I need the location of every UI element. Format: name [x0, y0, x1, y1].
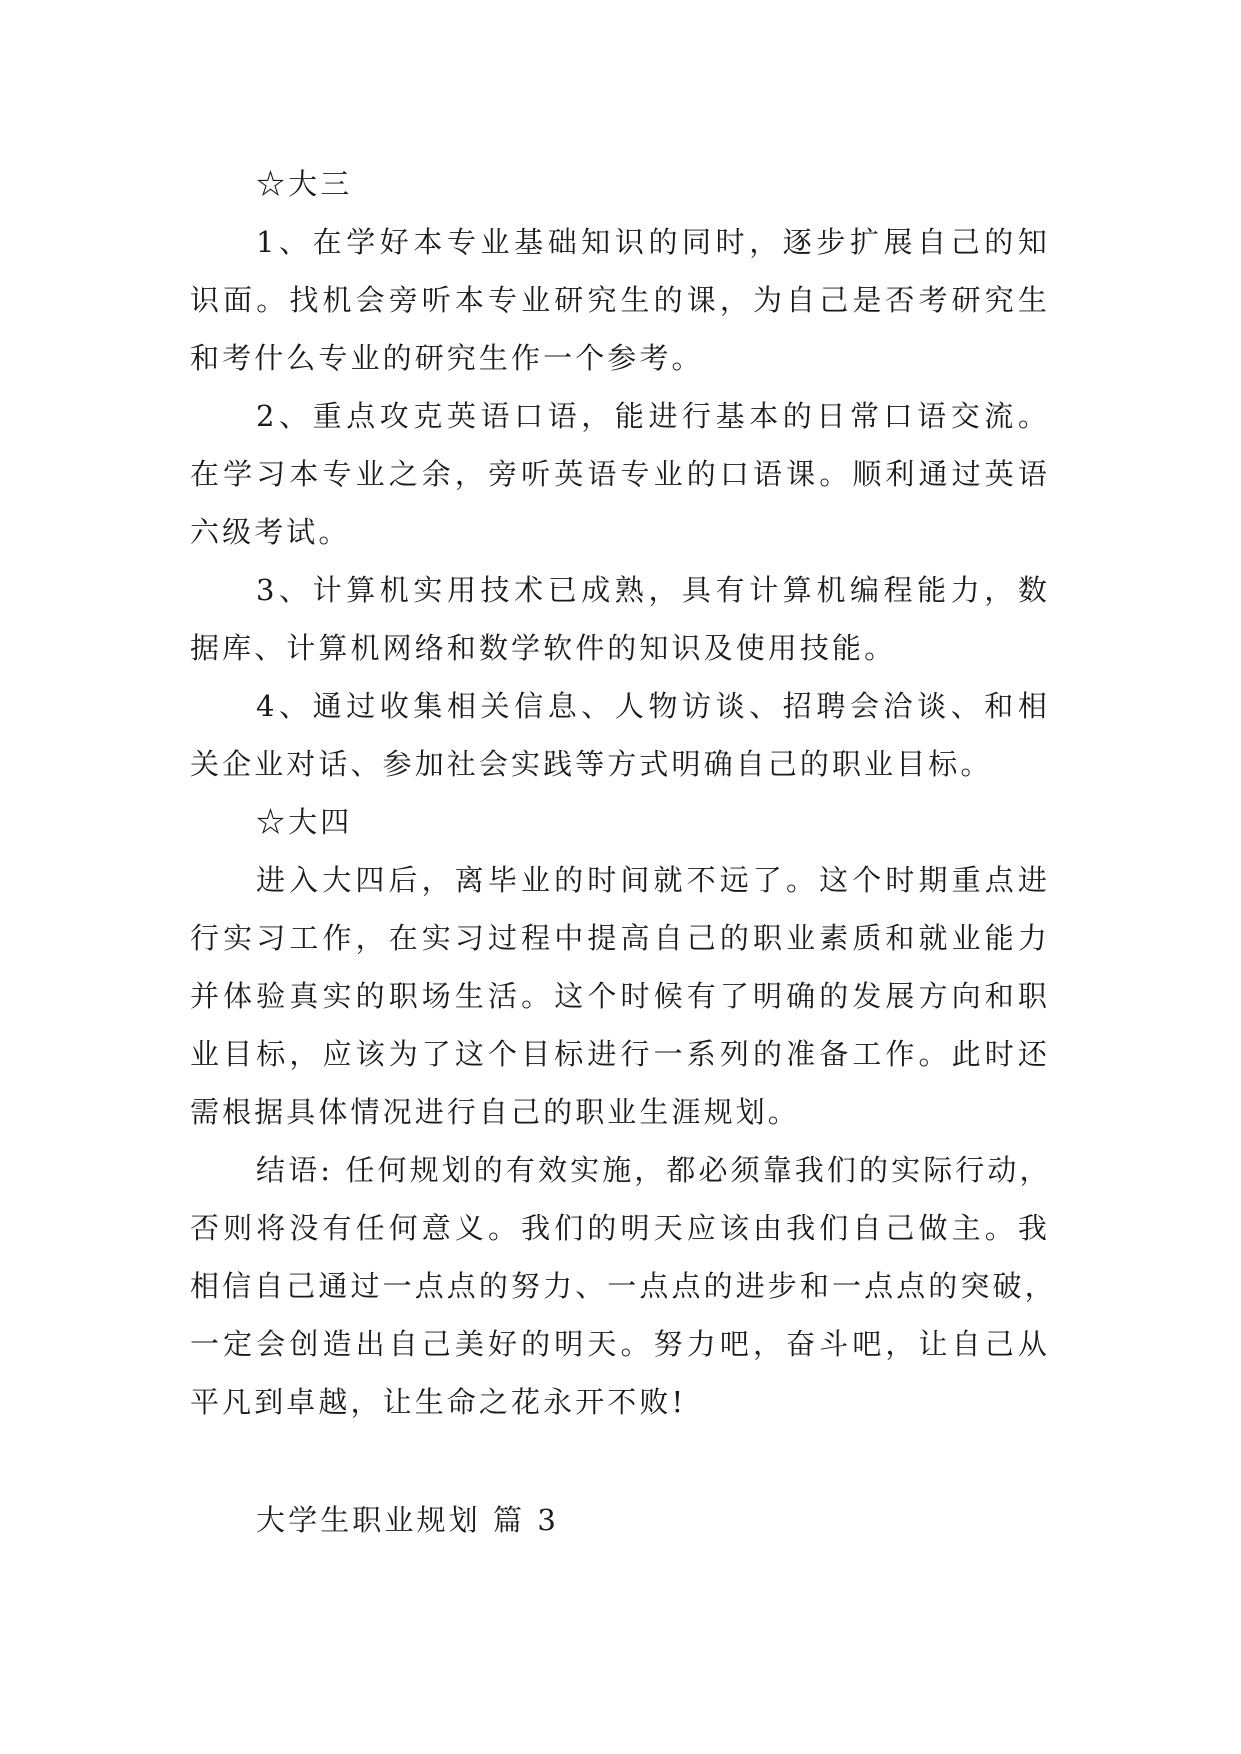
conclusion-line: 一定会创造出自己美好的明天。努力吧，奋斗吧，让自己从 [190, 1327, 1050, 1361]
paragraph-line: 3、计算机实用技术已成熟，具有计算机编程能力，数 [256, 573, 1050, 607]
conclusion-line: 平凡到卓越，让生命之花永开不败! [190, 1385, 687, 1419]
heading-senior-year: ☆大四 [256, 805, 353, 839]
conclusion-line: 否则将没有任何意义。我们的明天应该由我们自己做主。我 [190, 1211, 1050, 1245]
document-page [190, 155, 1057, 1549]
paragraph-line: 行实习工作，在实习过程中提高自己的职业素质和就业能力 [190, 921, 1050, 955]
paragraph-line: 业目标，应该为了这个目标进行一系列的准备工作。此时还 [190, 1037, 1050, 1071]
paragraph-line: 需根据具体情况进行自己的职业生涯规划。 [190, 1095, 800, 1129]
paragraph-line: 识面。找机会旁听本专业研究生的课，为自己是否考研究生 [190, 283, 1050, 317]
paragraph-line: 4、通过收集相关信息、人物访谈、招聘会洽谈、和相 [256, 689, 1050, 723]
conclusion-line: 相信自己通过一点点的努力、一点点的进步和一点点的突破， [190, 1269, 1057, 1303]
paragraph-line: 和考什么专业的研究生作一个参考。 [190, 341, 704, 375]
conclusion-line: 结语: 任何规划的有效实施，都必须靠我们的实际行动， [256, 1153, 1052, 1187]
paragraph-line: 六级考试。 [190, 515, 351, 549]
paragraph-line: 并体验真实的职场生活。这个时候有了明确的发展方向和职 [190, 979, 1050, 1013]
paragraph-line: 1、在学好本专业基础知识的同时，逐步扩展自己的知 [256, 225, 1050, 259]
section-heading: 大学生职业规划 篇 3 [256, 1503, 559, 1537]
paragraph-line: 2、重点攻克英语口语，能进行基本的日常口语交流。 [256, 399, 1050, 433]
paragraph-line: 据库、计算机网络和数学软件的知识及使用技能。 [190, 631, 897, 665]
paragraph-line: 关企业对话、参加社会实践等方式明确自己的职业目标。 [190, 747, 993, 781]
paragraph-line: 进入大四后，离毕业的时间就不远了。这个时期重点进 [256, 863, 1050, 897]
heading-junior-year: ☆大三 [256, 167, 353, 201]
paragraph-line: 在学习本专业之余，旁听英语专业的口语课。顺利通过英语 [190, 457, 1050, 491]
